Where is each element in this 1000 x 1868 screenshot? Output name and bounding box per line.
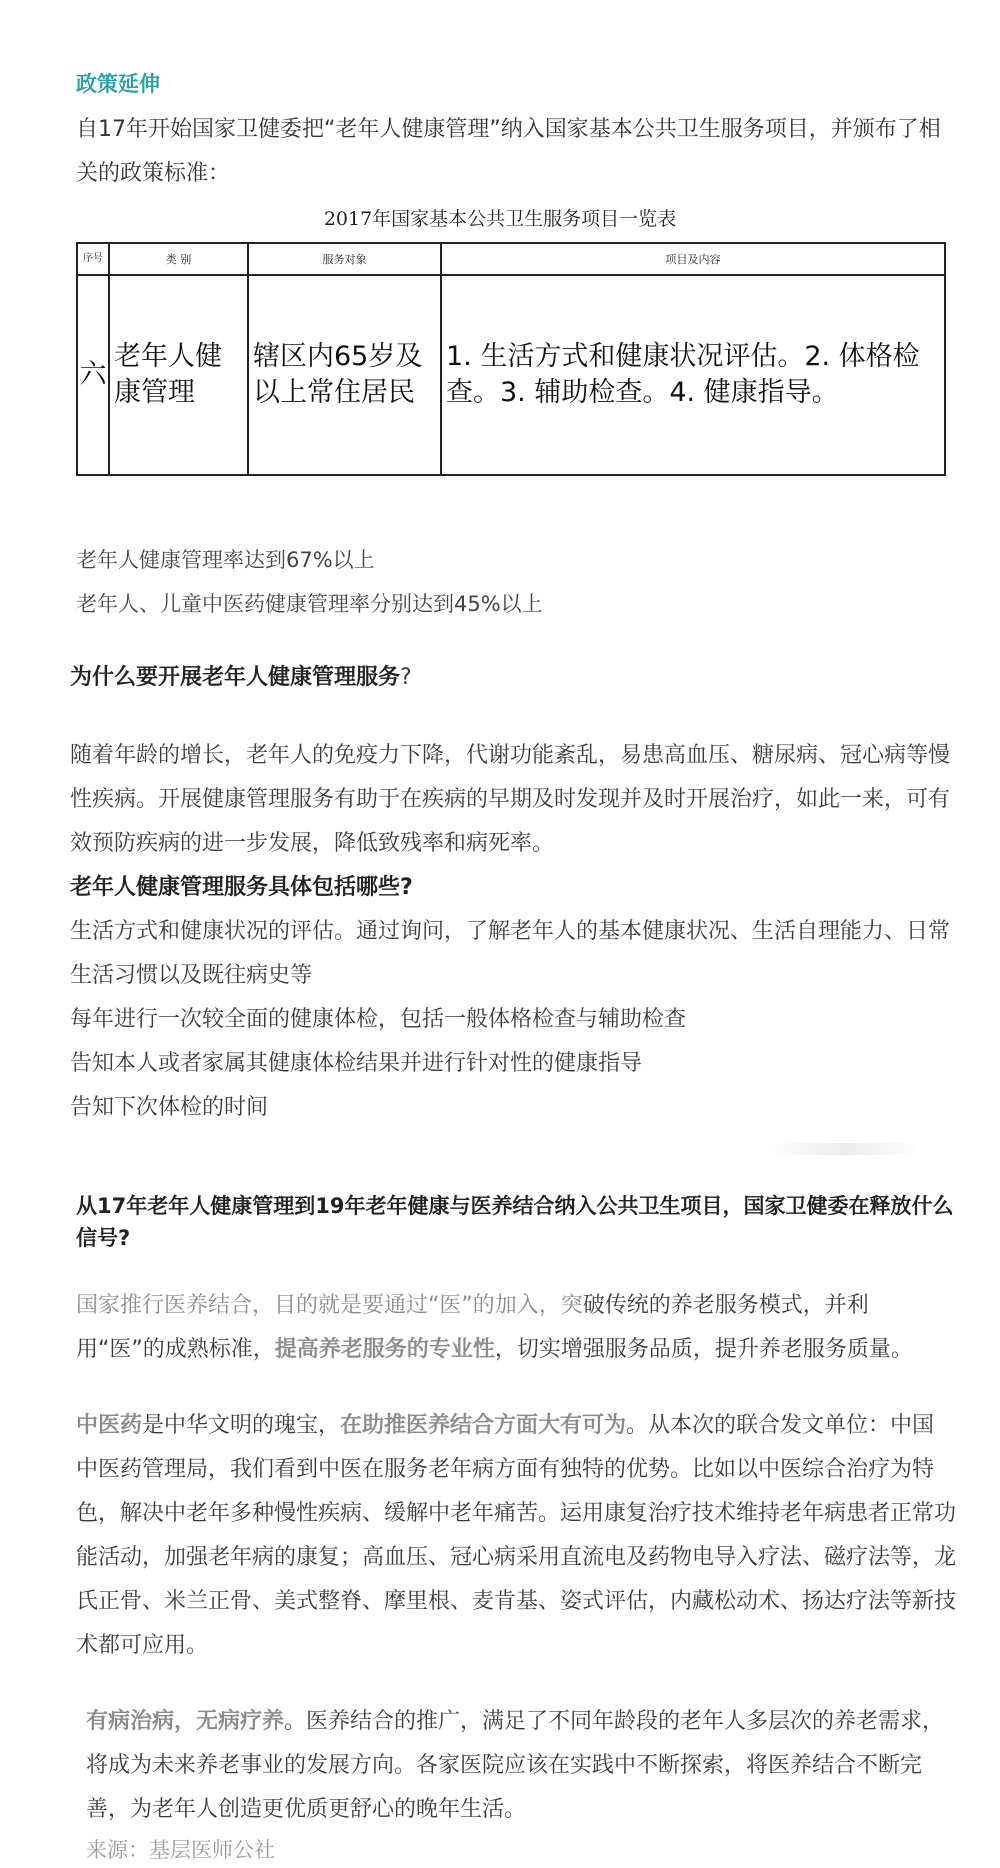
cell-target: 辖区内65岁及以上常住居民	[248, 275, 441, 475]
why-body: 随着年龄的增长，老年人的免疫力下降，代谢功能紊乱，易患高血压、糖尿病、冠心病等慢性疾病。开展健康管理服务有助于在疾病的早期及时发现并及时开展治疗，如此一来，可有效预防疾病的进一步发展，降低致残率和病死率。	[70, 743, 951, 856]
table-row	[77, 275, 945, 475]
table-caption: 2017年国家基本公共卫生服务项目一览表	[323, 208, 677, 230]
intro-paragraph: 自17年开始国家卫健委把“老年人健康管理”纳入国家基本公共卫生服务项目，并颁布了相关的政策标准：	[76, 117, 941, 186]
source-note: 来源：基层医师公社	[86, 1838, 275, 1862]
cell-index: 六	[77, 275, 109, 475]
watermark-smudge	[770, 1143, 920, 1155]
p2-bold-1: 中医药	[76, 1413, 143, 1438]
header-index: 序号	[77, 243, 109, 275]
signal-paragraph-1	[76, 1284, 956, 1372]
p1-text-1: 破传统的养老服务模式，并利用“医”的成熟标准，	[76, 1293, 869, 1362]
what-item-2: 每年进行一次较全面的健康体检，包括一般体格检查与辅助检查	[70, 1007, 687, 1032]
p1-text-2: ，切实增强服务品质，提升养老服务质量。	[494, 1337, 913, 1362]
p2-text-2: 。从本次的联合发文单位：中国中医药管理局，我们看到中医在服务老年病方面有独特的优势。比如以中医综合治疗为特色，解决中老年多种慢性疾病、缓解中老年痛苦。运用康复治疗技术维持老年病患者正常功能活动，加强老年病的康复；高血压、冠心病采用直流电及药物电导入疗法、磁疗法等，龙氏正骨、米兰正骨、美式整脊、摩里根、麦肯基、姿式评估，内藏松动术、扬达疗法等新技术都可应用。	[76, 1413, 957, 1658]
why-heading-mark: ?	[400, 665, 412, 690]
what-item-1: 生活方式和健康状况的评估。通过询问，了解老年人的基本健康状况、生活自理能力、日常生活习惯以及既往病史等	[70, 919, 951, 988]
section-title: 政策延伸	[76, 72, 160, 96]
header-target: 服务对象	[248, 243, 441, 275]
what-item-3: 告知本人或者家属其健康体检结果并进行针对性的健康指导	[70, 1051, 643, 1076]
signal-heading: 从17年老年人健康管理到19年老年健康与医养结合纳入公共卫生项目，国家卫健委在释放什么信号?	[76, 1194, 954, 1250]
header-content: 项目及内容	[441, 243, 945, 275]
why-heading	[70, 656, 950, 700]
p3-bold: 有病治病，无病疗养	[86, 1709, 285, 1734]
cell-category: 老年人健康管理	[109, 275, 248, 475]
table-header-row	[77, 243, 945, 275]
p3-text: 。医养结合的推广，满足了不同年龄段的老年人多层次的养老需求，将成为未来养老事业的发展方向。各家医院应该在实践中不断探索，将医养结合不断完善，为老年人创造更优质更舒心的晚年生活。	[86, 1709, 945, 1822]
rate-line-1: 老年人健康管理率达到67%以上	[76, 548, 375, 572]
what-item-4: 告知下次体检的时间	[70, 1095, 269, 1120]
p1-gray-text: 国家推行医养结合，目的就是要通过“医”的加入，突	[76, 1293, 583, 1318]
what-heading: 老年人健康管理服务具体包括哪些?	[70, 875, 413, 900]
service-table	[76, 242, 946, 476]
p2-text-1: 是中华文明的瑰宝，	[142, 1413, 341, 1438]
rate-line-2: 老年人、儿童中医药健康管理率分别达到45%以上	[76, 592, 543, 616]
signal-paragraph-3	[86, 1700, 956, 1832]
cell-content: 1. 生活方式和健康状况评估。2. 体格检查。3. 辅助检查。4. 健康指导。	[441, 275, 945, 475]
p1-strong-text: 提高养老服务的专业性	[274, 1337, 495, 1362]
signal-paragraph-2	[76, 1404, 956, 1668]
why-heading-text: 为什么要开展老年人健康管理服务	[70, 665, 401, 690]
p2-bold-2: 在助推医养结合方面大有可为	[340, 1413, 627, 1438]
header-category: 类 别	[109, 243, 248, 275]
